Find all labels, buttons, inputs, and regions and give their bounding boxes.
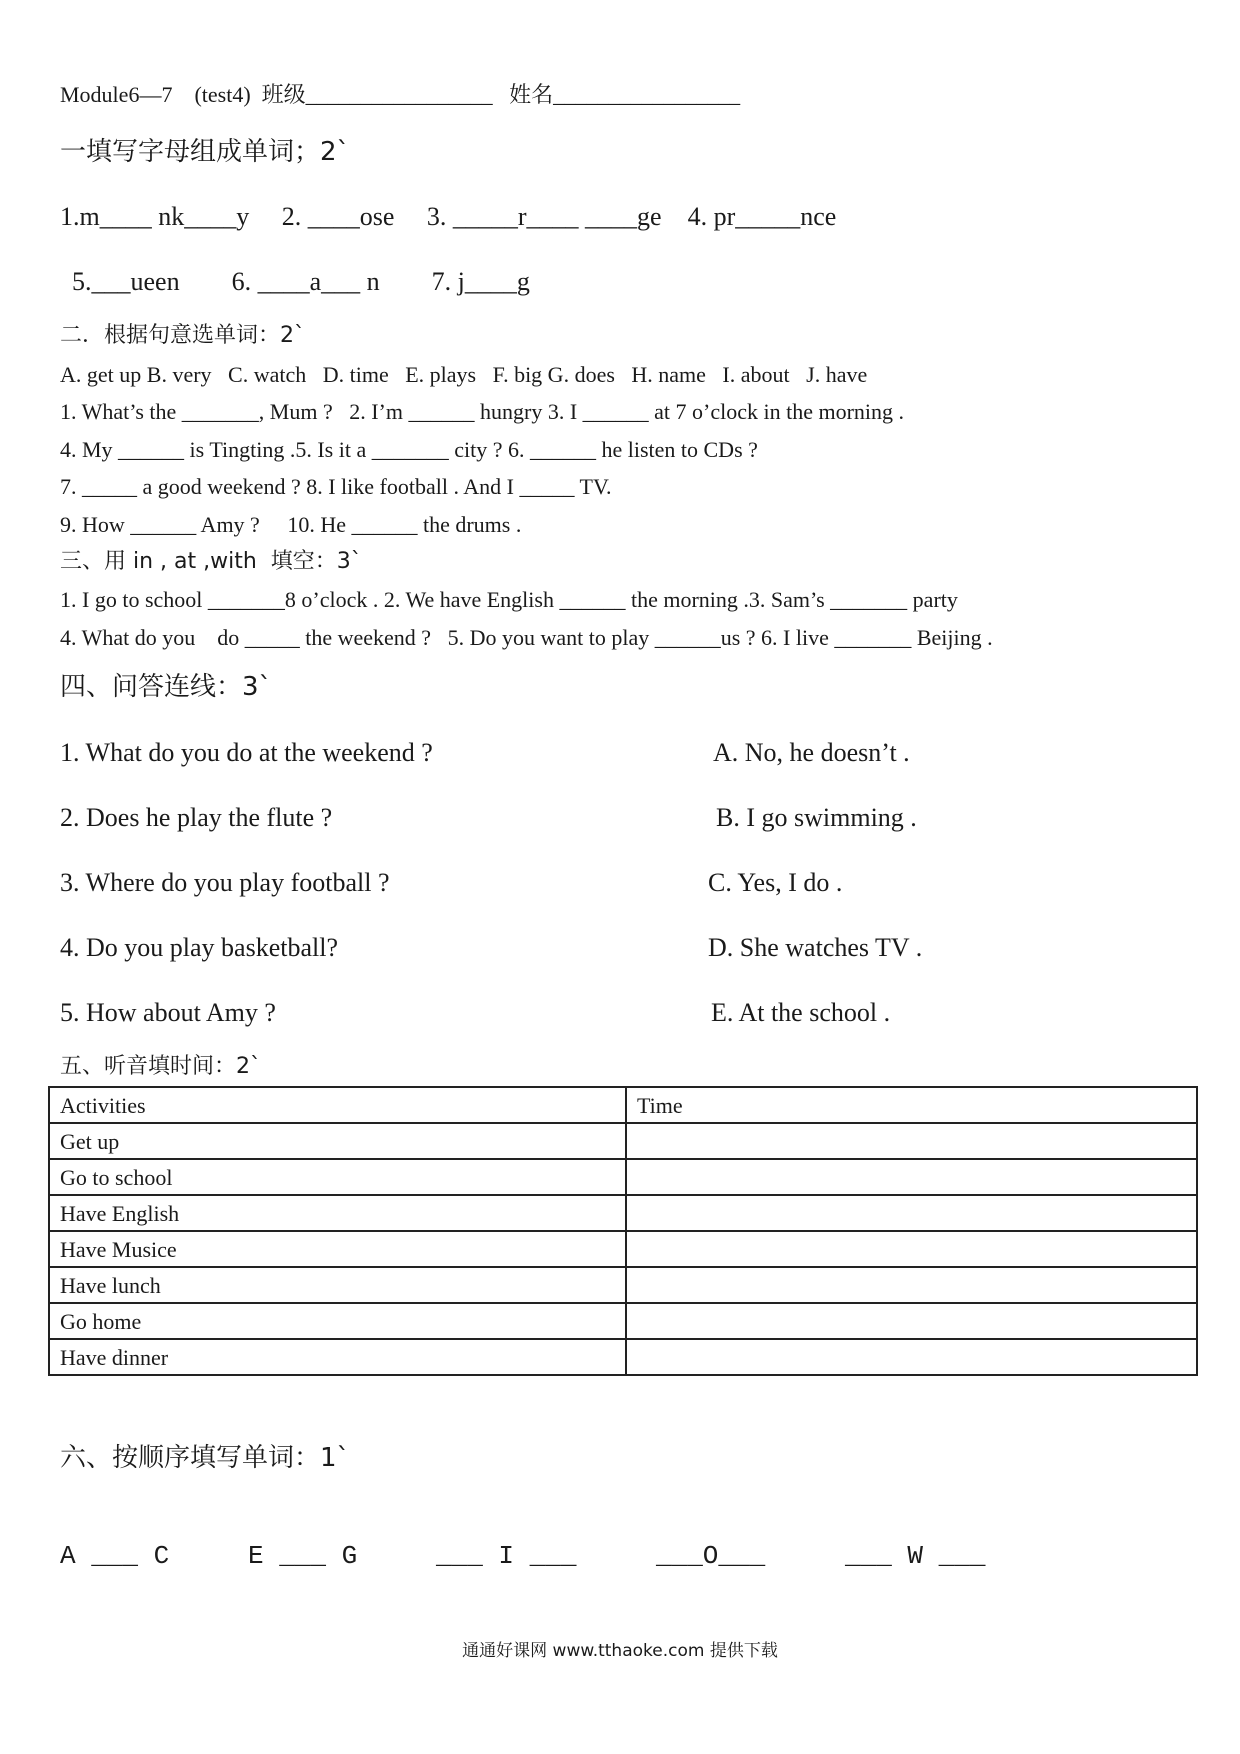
activity-cell: Have lunch xyxy=(49,1267,626,1303)
part2-title: 二．根据句意选单词：2` xyxy=(60,323,305,348)
question-3: 3. Where do you play football ? xyxy=(60,868,390,897)
activity-cell: Have dinner xyxy=(49,1339,626,1375)
activity-cell: Get up xyxy=(49,1123,626,1159)
question-1: 1. What do you do at the weekend ? xyxy=(60,738,433,767)
table-row xyxy=(49,1339,1197,1375)
activity-cell: Go to school xyxy=(49,1159,626,1195)
table-row xyxy=(49,1123,1197,1159)
part3-line-1: 1. I go to school _______8 o’clock . 2. We have English ______ the morning .3. Sam’s _______ party xyxy=(60,587,958,612)
answer-d: D. She watches TV . xyxy=(708,933,923,962)
table-row xyxy=(49,1195,1197,1231)
letter-group-3: ___ I ___ xyxy=(436,1541,577,1571)
question-5: 5. How about Amy ? xyxy=(60,998,276,1027)
part3-title: 三、用 in , at ,with 填空：3` xyxy=(60,549,362,574)
table-row xyxy=(49,1159,1197,1195)
question-4: 4. Do you play basketball? xyxy=(60,933,338,962)
table-header-time: Time xyxy=(626,1087,1197,1123)
table-header-row xyxy=(49,1087,1197,1123)
time-cell xyxy=(626,1303,1197,1339)
part2-line-2: 4. My ______ is Tingting .5. Is it a _______ city ? 6. ______ he listen to CDs ? xyxy=(60,437,758,462)
letter-group-5: ___ W ___ xyxy=(845,1541,986,1571)
part3-line-2: 4. What do you do _____ the weekend ? 5. Do you want to play ______us ? 6. I live _______ Beijing . xyxy=(60,625,993,650)
part2-line-4: 9. How ______ Amy ? 10. He ______ the drums . xyxy=(60,512,522,537)
answer-c: C. Yes, I do . xyxy=(708,868,843,897)
part2-options: A. get up B. very C. watch D. time E. plays F. big G. does H. name I. about J. have xyxy=(60,362,868,387)
activity-cell: Go home xyxy=(49,1303,626,1339)
activity-cell: Have Musice xyxy=(49,1231,626,1267)
part1-row1: 1.m____ nk____y 2. ____ose 3. _____r____ ____ge 4. pr_____nce xyxy=(60,202,837,231)
letter-group-4: ___O___ xyxy=(656,1541,766,1571)
time-cell xyxy=(626,1231,1197,1267)
part5-title: 五、听音填时间：2` xyxy=(60,1054,261,1079)
activity-cell: Have English xyxy=(49,1195,626,1231)
table-row xyxy=(49,1231,1197,1267)
time-cell xyxy=(626,1159,1197,1195)
letter-group-1: A ___ C xyxy=(60,1541,170,1571)
time-cell xyxy=(626,1195,1197,1231)
answer-e: E. At the school . xyxy=(711,998,891,1027)
part1-row2: 5.___ueen 6. ____a___ n 7. j____g xyxy=(72,267,530,296)
page-footer: 通通好课网 www.tthaoke.com 提供下载 xyxy=(462,1641,778,1661)
part4-title: 四、问答连线：3` xyxy=(60,672,272,702)
answer-a: A. No, he doesn’t . xyxy=(713,738,910,767)
time-cell xyxy=(626,1339,1197,1375)
time-table xyxy=(48,1086,1198,1376)
letter-group-2: E ___ G xyxy=(248,1541,358,1571)
part2-line-3: 7. _____ a good weekend ? 8. I like football . And I _____ TV. xyxy=(60,474,612,499)
part2-line-1: 1. What’s the _______, Mum ? 2. I’m ______ hungry 3. I ______ at 7 o’clock in the morning . xyxy=(60,399,905,424)
question-2: 2. Does he play the flute ? xyxy=(60,803,333,832)
time-cell xyxy=(626,1267,1197,1303)
table-row xyxy=(49,1303,1197,1339)
answer-b: B. I go swimming . xyxy=(716,803,917,832)
table-row xyxy=(49,1267,1197,1303)
time-cell xyxy=(626,1123,1197,1159)
page-header: Module6—7 (test4) 班级_________________ 姓名_________________ xyxy=(60,82,741,107)
table-header-activities: Activities xyxy=(49,1087,626,1123)
part1-title: 一填写字母组成单词；2` xyxy=(60,137,350,167)
part6-title: 六、按顺序填写单词：1` xyxy=(60,1443,350,1473)
